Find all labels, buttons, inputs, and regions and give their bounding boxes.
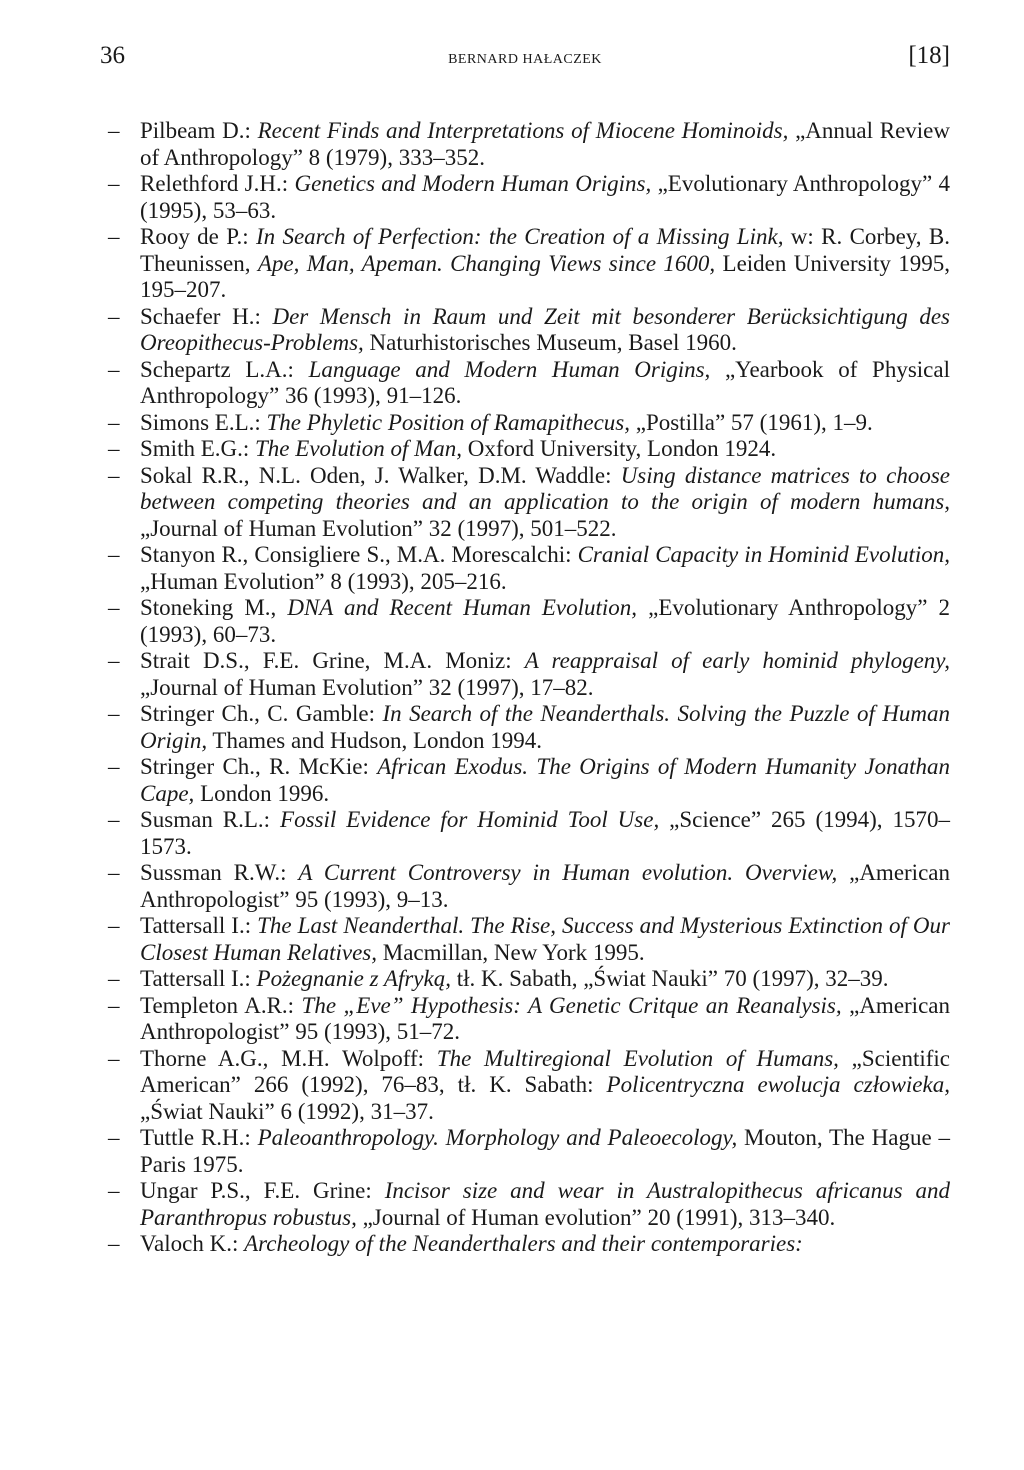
entry-title: Incisor size and wear in Australopithecus africanus and Paranthropus robustus,	[140, 1178, 950, 1230]
entry-author: Stoneking M.,	[140, 595, 288, 620]
entry-publication: „Annual Review of Anthropology” 8 (1979), 333–352.	[140, 118, 950, 170]
entry-title: Fossil Evidence for Hominid Tool Use,	[280, 807, 660, 832]
entry-publication: „Science” 265 (1994), 1570–1573.	[140, 807, 950, 859]
entry-publication: „Journal of Human Evolution” 32 (1997), 17–82.	[140, 674, 594, 700]
bibliography-entry	[100, 754, 950, 807]
entry-title: In Search of Perfection: the Creation of a Missing Link,	[255, 224, 784, 249]
entry-publication: „American Anthropologist” 95 (1993), 9–13.	[140, 860, 950, 912]
running-head: BERNARD HAŁACZEK	[448, 52, 602, 67]
entry-author: Pilbeam D.:	[140, 118, 258, 143]
bibliography-entry	[100, 993, 950, 1046]
entry-author: Stringer Ch., C. Gamble:	[140, 701, 383, 726]
entry-title: A Current Controversy in Human evolution. Overview,	[298, 860, 838, 885]
entry-publication: Oxford University, London 1924.	[462, 436, 777, 461]
bibliography-entry	[100, 410, 950, 437]
entry-title: Policentryczna ewolucja człowieka,	[606, 1072, 950, 1097]
entry-title: Genetics and Modern Human Origins,	[294, 171, 652, 196]
bibliography-entry	[100, 542, 950, 595]
entry-author: Relethford J.H.:	[140, 171, 295, 196]
entry-author: Tuttle R.H.:	[140, 1125, 258, 1150]
entry-author: Strait D.S., F.E. Grine, M.A. Moniz:	[140, 648, 525, 673]
entry-publication: Mouton, The Hague – Paris 1975.	[140, 1125, 950, 1177]
entry-publication: „American Anthropologist” 95 (1993), 51–72.	[140, 992, 950, 1044]
page-header	[100, 42, 950, 82]
entry-title: The Phyletic Position of Ramapithecus,	[266, 409, 630, 435]
entry-publication: „Journal of Human Evolution” 32 (1997), 501–522.	[140, 515, 617, 541]
bibliography-entry	[100, 224, 950, 304]
entry-author: Rooy de P.:	[140, 224, 256, 249]
bibliography-entry	[100, 648, 950, 701]
entry-author: Sussman R.W.:	[140, 860, 299, 885]
bibliography-entry	[100, 436, 950, 463]
entry-title: Archeology of the Neanderthalers and their contemporaries:	[244, 1231, 803, 1256]
entry-title: Paleoanthropology. Morphology and Paleoecology,	[257, 1125, 738, 1150]
bibliography-entry	[100, 913, 950, 966]
entry-publication: „Evolutionary Anthropology” 2 (1993), 60–73.	[140, 595, 950, 647]
bibliography-entry	[100, 966, 950, 993]
entry-author: Simons E.L.:	[140, 409, 267, 435]
bibliography-entry	[100, 1125, 950, 1178]
bibliography-entry	[100, 1178, 950, 1231]
entry-author: Templeton A.R.:	[140, 992, 302, 1018]
entry-publication: „Postilla” 57 (1961), 1–9.	[629, 409, 873, 435]
entry-publication: „Human Evolution” 8 (1993), 205–216.	[140, 568, 507, 594]
entry-title: The Evolution of Man,	[255, 436, 462, 461]
entry-publication: Thames and Hudson, London 1994.	[207, 727, 543, 753]
entry-title: African Exodus. The Origins of Modern Humanity Jonathan Cape,	[140, 754, 950, 806]
entry-publication: „Journal of Human evolution” 20 (1991), 313–340.	[356, 1204, 836, 1230]
entry-publication: Leiden University 1995, 195–207.	[140, 250, 950, 302]
entry-author: Tattersall I.:	[140, 966, 257, 991]
entry-author: Susman R.L.:	[140, 807, 281, 832]
page-number: 36	[100, 42, 125, 69]
entry-title: DNA and Recent Human Evolution,	[287, 595, 638, 620]
entry-author: Tattersall I.:	[140, 913, 258, 938]
bibliography-entry	[100, 118, 950, 171]
bibliography-entry	[100, 357, 950, 410]
entry-title: In Search of the Neanderthals. Solving the Puzzle of Human Origin,	[140, 701, 950, 753]
bibliography-entry	[100, 701, 950, 754]
entry-title: Using distance matrices to choose between competing theories and an application to the origin of modern humans,	[140, 462, 950, 514]
bibliography-entry	[100, 860, 950, 913]
entry-title: The „Eve” Hypothesis: A Genetic Critque an Reanalysis,	[301, 992, 842, 1018]
entry-publication: London 1996.	[194, 780, 330, 806]
entry-author: Smith E.G.:	[140, 436, 256, 461]
entry-title: Language and Modern Human Origins,	[308, 356, 711, 382]
entry-author: Valoch K.:	[140, 1231, 245, 1256]
bibliography-entry	[100, 1046, 950, 1126]
entry-title: Der Mensch in Raum und Zeit mit besonderer Berücksichtigung des Oreopithecus-Problems,	[140, 303, 950, 355]
bibliography-entry	[100, 807, 950, 860]
entry-publication: „Yearbook of Physical Anthropology” 36 (1993), 91–126.	[140, 356, 950, 408]
entry-title: Pożegnanie z Afryką,	[256, 966, 451, 991]
bibliography-entry	[100, 171, 950, 224]
bibliography-entry	[100, 304, 950, 357]
entry-title: The Multiregional Evolution of Humans,	[436, 1045, 839, 1071]
entry-title: The Last Neanderthal. The Rise, Success and Mysterious Extinction of Our Closest Human Relatives,	[140, 913, 950, 965]
bibliography-entry	[100, 463, 950, 543]
entry-publication: w: R. Corbey, B. Theunissen,	[140, 224, 950, 276]
entry-author: Stringer Ch., R. McKie:	[140, 754, 378, 779]
entry-publication: tł. K. Sabath, „Świat Nauki” 70 (1997), 32–39.	[450, 966, 889, 991]
entry-author: Schaefer H.:	[140, 303, 273, 329]
entry-publication: „Scientific American” 266 (1992), 76–83, tł. K. Sabath:	[140, 1045, 950, 1097]
entry-publication: Macmillan, New York 1995.	[377, 939, 645, 965]
entry-title: Cranial Capacity in Hominid Evolution,	[577, 542, 950, 567]
section-number: [18]	[908, 42, 950, 69]
entry-title: Ape, Man, Apeman. Changing Views since 1600,	[257, 250, 716, 276]
entry-publication: „Świat Nauki” 6 (1992), 31–37.	[140, 1098, 434, 1124]
bibliography-list	[100, 118, 950, 1258]
bibliography-entry	[100, 1231, 950, 1258]
entry-publication: „Evolutionary Anthropology” 4 (1995), 53–63.	[140, 171, 950, 223]
entry-title: Recent Finds and Interpretations of Miocene Hominoids,	[257, 118, 789, 143]
bibliography-entry	[100, 595, 950, 648]
entry-author: Thorne A.G., M.H. Wolpoff:	[140, 1045, 437, 1071]
entry-title: A reappraisal of early hominid phylogeny,	[524, 648, 950, 673]
entry-author: Ungar P.S., F.E. Grine:	[140, 1178, 385, 1203]
entry-author: Sokal R.R., N.L. Oden, J. Walker, D.M. Waddle:	[140, 462, 621, 488]
entry-author: Schepartz L.A.:	[140, 356, 309, 382]
entry-author: Stanyon R., Consigliere S., M.A. Morescalchi:	[140, 542, 578, 567]
entry-publication: Naturhistorisches Museum, Basel 1960.	[363, 330, 737, 355]
